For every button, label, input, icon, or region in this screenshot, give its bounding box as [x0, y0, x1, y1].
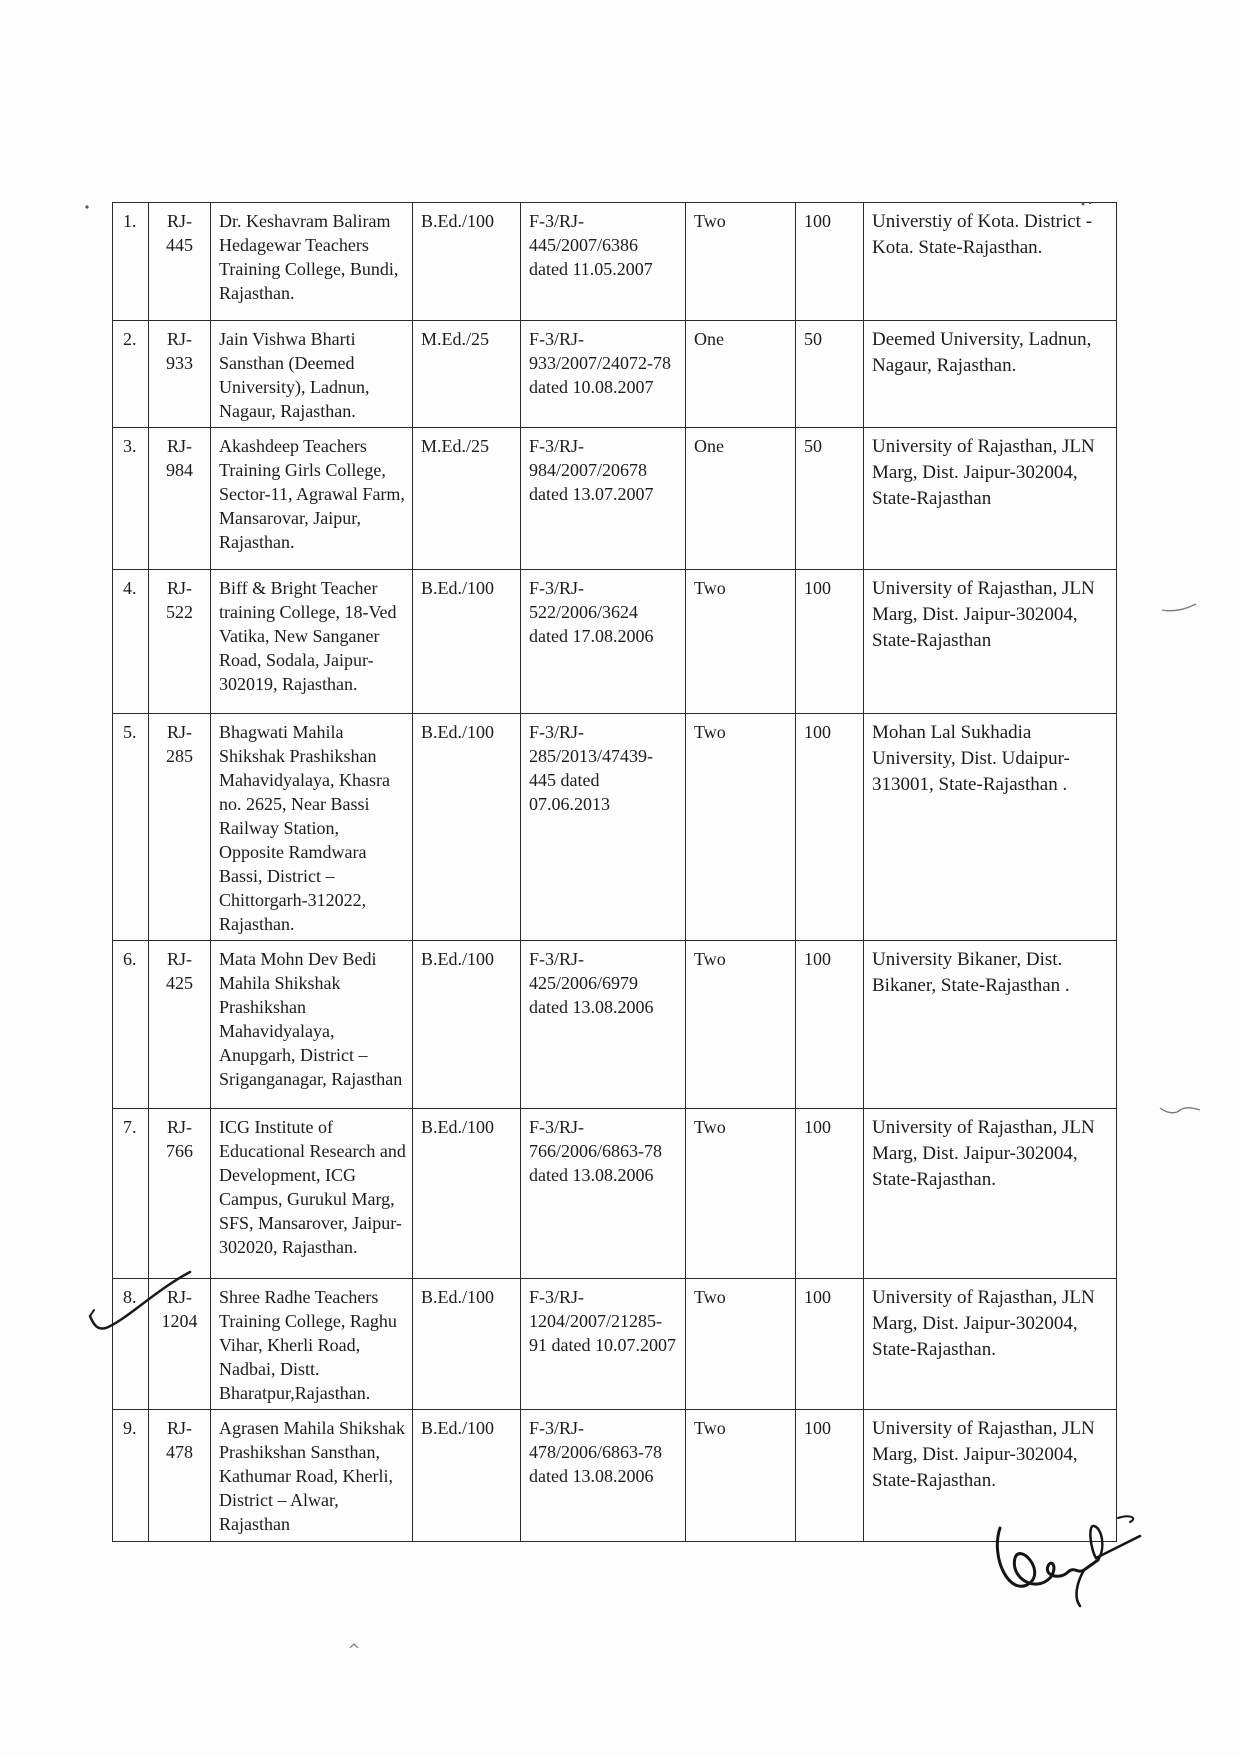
affiliating-university-cell: University Bikaner, Dist. Bikaner, State-Rajasthan .: [864, 941, 1117, 1109]
units-cell: One: [686, 321, 796, 428]
affiliating-university-cell: University of Rajasthan, JLN Marg, Dist. Jaipur-302004, State-Rajasthan.: [864, 1109, 1117, 1279]
tick-mark-icon: [86, 1270, 196, 1344]
intake-cell: 50: [796, 428, 864, 570]
affiliating-university-cell: University of Rajasthan, JLN Marg, Dist. Jaipur-302004, State-Rajasthan: [864, 570, 1117, 714]
units-cell: One: [686, 428, 796, 570]
institution-code-prefix: RJ-: [166, 436, 192, 456]
institution-code-cell: [149, 714, 211, 941]
institution-name-cell: Biff & Bright Teacher training College, 18-Ved Vatika, New Sanganer Road, Sodala, Jaipur-302019, Rajasthan.: [211, 570, 413, 714]
order-reference-cell: F-3/RJ-1204/2007/21285-91 dated 10.07.2007: [521, 1279, 686, 1410]
table-row: [113, 570, 1117, 714]
units-cell: Two: [686, 1109, 796, 1279]
institution-code-number: 1204: [161, 1311, 198, 1331]
institution-code-cell: [149, 941, 211, 1109]
table-row: [113, 1410, 1117, 1542]
affiliating-university-cell: Mohan Lal Sukhadia University, Dist. Udaipur-313001, State-Rajasthan .: [864, 714, 1117, 941]
table-row: [113, 1109, 1117, 1279]
institution-name-cell: Akashdeep Teachers Training Girls College, Sector-11, Agrawal Farm, Mansarovar, Jaipur, Rajasthan.: [211, 428, 413, 570]
order-reference-cell: F-3/RJ-478/2006/6863-78 dated 13.08.2006: [521, 1410, 686, 1542]
serial-number-cell: 8.: [113, 1279, 149, 1410]
institution-code-cell: [149, 1410, 211, 1542]
course-intake-cell: B.Ed./100: [413, 941, 521, 1109]
institution-code-number: 425: [166, 973, 193, 993]
intake-cell: 100: [796, 1410, 864, 1542]
institution-code-number: 933: [166, 353, 193, 373]
table-row: [113, 714, 1117, 941]
units-cell: Two: [686, 714, 796, 941]
institution-name-cell: Agrasen Mahila Shikshak Prashikshan Sansthan, Kathumar Road, Kherli, District – Alwar, Rajasthan: [211, 1410, 413, 1542]
table-row: [113, 941, 1117, 1109]
intake-cell: 100: [796, 941, 864, 1109]
institution-code-cell: [149, 428, 211, 570]
units-cell: Two: [686, 203, 796, 321]
affiliating-university-cell: Universtiy of Kota. District - Kota. State-Rajasthan.: [864, 203, 1117, 321]
institution-code-number: 478: [166, 1442, 193, 1462]
course-intake-cell: B.Ed./100: [413, 570, 521, 714]
order-reference-cell: F-3/RJ-984/2007/20678 dated 13.07.2007: [521, 428, 686, 570]
affiliating-university-cell: University of Rajasthan, JLN Marg, Dist. Jaipur-302004, State-Rajasthan.: [864, 1279, 1117, 1410]
serial-number-cell: 4.: [113, 570, 149, 714]
course-intake-cell: B.Ed./100: [413, 1410, 521, 1542]
institution-name-cell: Bhagwati Mahila Shikshak Prashikshan Mahavidyalaya, Khasra no. 2625, Near Bassi Railway Station, Opposite Ramdwara Bassi, District – Chittorgarh-312022, Rajasthan.: [211, 714, 413, 941]
institution-code-cell: [149, 1109, 211, 1279]
units-cell: Two: [686, 941, 796, 1109]
institution-name-cell: Shree Radhe Teachers Training College, Raghu Vihar, Kherli Road, Nadbai, Distt. Bharatpur,Rajasthan.: [211, 1279, 413, 1410]
table-row: [113, 428, 1117, 570]
serial-number-cell: 5.: [113, 714, 149, 941]
margin-scribble-icon: [1158, 1104, 1202, 1116]
serial-number-cell: 9.: [113, 1410, 149, 1542]
institution-name-cell: ICG Institute of Educational Research and Development, ICG Campus, Gurukul Marg, SFS, Mansarover, Jaipur-302020, Rajasthan.: [211, 1109, 413, 1279]
institution-code-number: 766: [166, 1141, 193, 1161]
course-intake-cell: B.Ed./100: [413, 1109, 521, 1279]
institution-code-prefix: RJ-: [166, 722, 192, 742]
course-intake-cell: B.Ed./100: [413, 714, 521, 941]
institution-code-number: 984: [166, 460, 193, 480]
order-reference-cell: F-3/RJ-933/2007/24072-78 dated 10.08.2007: [521, 321, 686, 428]
intake-cell: 100: [796, 1279, 864, 1410]
affiliating-university-cell: University of Rajasthan, JLN Marg, Dist. Jaipur-302004, State-Rajasthan.: [864, 1410, 1117, 1542]
order-reference-cell: F-3/RJ-445/2007/6386 dated 11.05.2007: [521, 203, 686, 321]
institution-name-cell: Dr. Keshavram Baliram Hedagewar Teachers Training College, Bundi, Rajasthan.: [211, 203, 413, 321]
margin-scribble-icon: [1160, 600, 1200, 614]
intake-cell: 100: [796, 570, 864, 714]
intake-cell: 50: [796, 321, 864, 428]
course-intake-cell: M.Ed./25: [413, 321, 521, 428]
serial-number-cell: 1.: [113, 203, 149, 321]
institution-code-prefix: RJ-: [166, 949, 192, 969]
signature-icon: [980, 1488, 1150, 1638]
intake-cell: 100: [796, 203, 864, 321]
institution-code-cell: [149, 321, 211, 428]
units-cell: Two: [686, 1279, 796, 1410]
affiliating-university-cell: University of Rajasthan, JLN Marg, Dist. Jaipur-302004, State-Rajasthan: [864, 428, 1117, 570]
margin-dot-icon: [1078, 198, 1096, 208]
order-reference-cell: F-3/RJ-522/2006/3624 dated 17.08.2006: [521, 570, 686, 714]
institution-code-number: 522: [166, 602, 193, 622]
institution-name-cell: Mata Mohn Dev Bedi Mahila Shikshak Prashikshan Mahavidyalaya, Anupgarh, District – Sriganganagar, Rajasthan: [211, 941, 413, 1109]
institution-code-prefix: RJ-: [166, 211, 192, 231]
institution-name-cell: Jain Vishwa Bharti Sansthan (Deemed University), Ladnun, Nagaur, Rajasthan.: [211, 321, 413, 428]
institution-code-prefix: RJ-: [166, 1418, 192, 1438]
margin-dot-icon: [82, 202, 92, 212]
institution-code-prefix: RJ-: [166, 1287, 192, 1307]
units-cell: Two: [686, 570, 796, 714]
order-reference-cell: F-3/RJ-425/2006/6979 dated 13.08.2006: [521, 941, 686, 1109]
institution-code-prefix: RJ-: [166, 1117, 192, 1137]
order-reference-cell: F-3/RJ-766/2006/6863-78 dated 13.08.2006: [521, 1109, 686, 1279]
affiliating-university-cell: Deemed University, Ladnun, Nagaur, Rajasthan.: [864, 321, 1117, 428]
institution-code-cell: [149, 570, 211, 714]
serial-number-cell: 2.: [113, 321, 149, 428]
table-row: [113, 203, 1117, 321]
institution-code-prefix: RJ-: [166, 578, 192, 598]
intake-cell: 100: [796, 1109, 864, 1279]
margin-dot-icon: [348, 1640, 360, 1652]
table-row: [113, 321, 1117, 428]
course-intake-cell: M.Ed./25: [413, 428, 521, 570]
table-row: [113, 1279, 1117, 1410]
institution-code-cell: [149, 203, 211, 321]
institution-code-number: 445: [166, 235, 193, 255]
serial-number-cell: 7.: [113, 1109, 149, 1279]
order-reference-cell: F-3/RJ-285/2013/47439-445 dated 07.06.2013: [521, 714, 686, 941]
institution-code-prefix: RJ-: [166, 329, 192, 349]
serial-number-cell: 3.: [113, 428, 149, 570]
course-intake-cell: B.Ed./100: [413, 1279, 521, 1410]
units-cell: Two: [686, 1410, 796, 1542]
serial-number-cell: 6.: [113, 941, 149, 1109]
intake-cell: 100: [796, 714, 864, 941]
institution-code-number: 285: [166, 746, 193, 766]
table-body: [113, 203, 1117, 1542]
course-intake-cell: B.Ed./100: [413, 203, 521, 321]
institutions-table: [112, 202, 1117, 1542]
